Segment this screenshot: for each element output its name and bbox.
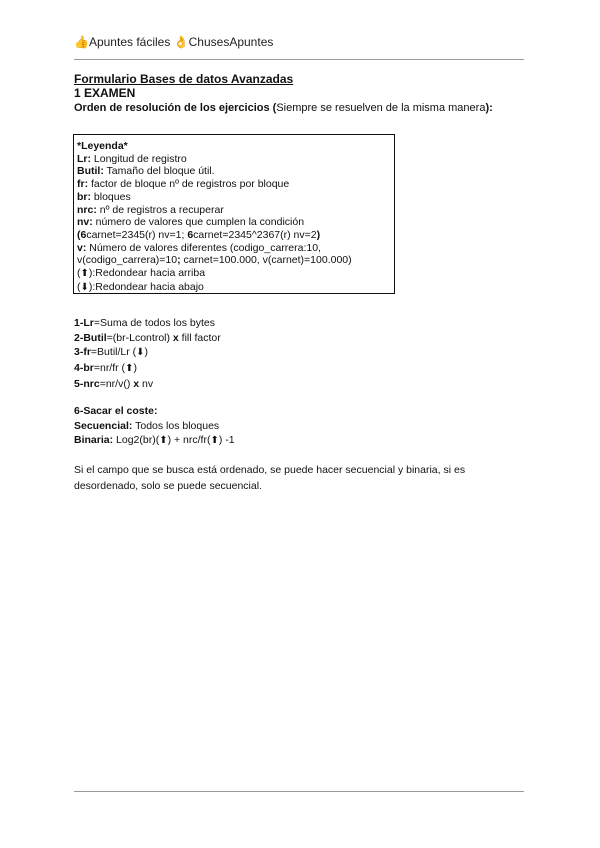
legend-value: ):Redondear hacia arriba	[88, 267, 206, 280]
legend-br	[77, 191, 394, 204]
legend-value: Longitud de registro	[91, 152, 187, 165]
legend-round-down	[77, 281, 394, 295]
arrow-down-icon: ⬇	[136, 347, 145, 359]
legend-heading: *Leyenda*	[77, 140, 128, 152]
arrow-up-icon: ⬆	[210, 435, 219, 447]
document-intro	[74, 72, 534, 116]
legend-bold: ;	[177, 254, 181, 267]
exam-heading: 1 EXAMEN	[74, 86, 136, 100]
order-end: ):	[485, 102, 493, 114]
legend-value: carnet=2345(r) nv=1;	[86, 228, 188, 241]
legend-value: Tamaño del bloque útil.	[103, 165, 215, 178]
step-bold: x	[133, 377, 140, 390]
legend-key: nv:	[77, 216, 93, 229]
legend-value: carnet=100.000, v(carnet)=100.000)	[180, 254, 352, 267]
step-value: =Butil/Lr (	[90, 346, 137, 359]
legend-bold: 6	[187, 228, 194, 241]
step-value: =(br-Lcontrol)	[106, 331, 173, 344]
header-divider	[74, 59, 524, 60]
legend-value: ):Redondear hacia abajo	[88, 280, 204, 293]
legend-value: nº de registros a recuperar	[96, 203, 224, 216]
legend-value: número de valores que cumplen la condición	[92, 216, 305, 229]
legend-value: Número de valores diferentes (codigo_carrera:10,	[86, 241, 321, 254]
arrow-down-icon: ⬇	[80, 281, 89, 293]
step-5	[74, 377, 221, 392]
document-title: Formulario Bases de datos Avanzadas	[74, 72, 294, 86]
step-key: 1-Lr	[74, 317, 94, 329]
step-value: =Suma de todos los bytes	[93, 317, 215, 329]
legend-bold: (6	[77, 228, 87, 241]
legend-value: (	[77, 280, 81, 293]
legend-value: v(codigo_carrera)=10	[77, 254, 178, 267]
order-normal: Siempre se resuelven de la misma manera	[276, 102, 486, 114]
legend-key: br:	[77, 190, 91, 203]
step-value: nv	[139, 377, 154, 390]
step-value: fill factor	[178, 331, 221, 344]
legend-key: Butil:	[77, 165, 104, 178]
cost-sequential	[74, 419, 235, 434]
cost-section	[74, 404, 235, 449]
legend-value: (	[77, 267, 81, 280]
cost-value: Todos los bloques	[132, 419, 220, 432]
step-3	[74, 345, 221, 361]
ok-hand-icon: 👌	[173, 35, 189, 49]
step-key: 3-fr	[74, 346, 91, 359]
legend-key: v:	[77, 241, 87, 254]
step-key: 2-Butil	[74, 331, 107, 344]
legend-value: bloques	[91, 190, 131, 203]
legend-butil	[77, 165, 394, 178]
step-key: 5-nrc	[74, 377, 100, 390]
legend-box	[73, 134, 395, 294]
cost-value: ) -1	[218, 434, 235, 447]
legend-lr	[77, 153, 394, 166]
step-2	[74, 331, 221, 346]
cost-binary	[74, 433, 235, 449]
note-paragraph: Si el campo que se busca está ordenado, se puede hacer secuencial y binaria, si es desordenado, solo se puede secuencial.	[74, 464, 466, 492]
header-left-label: Apuntes fáciles	[88, 35, 171, 49]
page-header	[74, 35, 273, 49]
step-value: =nr/fr (	[93, 362, 126, 375]
cost-key: Binaria:	[74, 434, 114, 447]
order-bold: Orden de resolución de los ejercicios (	[74, 102, 277, 114]
order-line	[74, 101, 534, 116]
legend-nrc	[77, 204, 394, 217]
legend-key: nrc:	[77, 203, 97, 216]
header-right-label: ChusesApuntes	[188, 35, 274, 49]
legend-value: factor de bloque nº de registros por bloque	[88, 178, 290, 191]
cost-value: Log2(br)(	[113, 434, 160, 447]
legend-round-up	[77, 267, 394, 281]
legend-value: carnet=2345^2367(r) nv=2	[193, 228, 317, 241]
legend-key: fr:	[77, 178, 89, 191]
legend-key: Lr:	[77, 152, 91, 165]
step-value: =nr/v()	[99, 377, 134, 390]
legend-fr	[77, 178, 394, 191]
footer-divider	[74, 791, 524, 792]
arrow-up-icon: ⬆	[80, 268, 89, 280]
legend-nv-example	[77, 229, 394, 242]
legend-nv	[77, 216, 394, 229]
step-value: )	[144, 346, 149, 359]
steps-list	[74, 316, 221, 392]
step-key: 4-br	[74, 362, 94, 375]
cost-key: Secuencial:	[74, 419, 133, 432]
arrow-up-icon: ⬆	[159, 435, 168, 447]
thumbs-up-icon: 👍	[74, 35, 89, 49]
step-1	[74, 316, 221, 331]
step-4	[74, 361, 221, 377]
step-value: )	[133, 362, 137, 375]
legend-bold: )	[316, 228, 321, 241]
step-bold: x	[172, 331, 179, 344]
cost-heading: 6-Sacar el coste:	[74, 405, 158, 417]
cost-value: ) + nrc/fr(	[167, 434, 211, 447]
legend-v	[77, 242, 394, 255]
arrow-up-icon: ⬆	[125, 363, 134, 375]
legend-v-example	[77, 254, 394, 267]
